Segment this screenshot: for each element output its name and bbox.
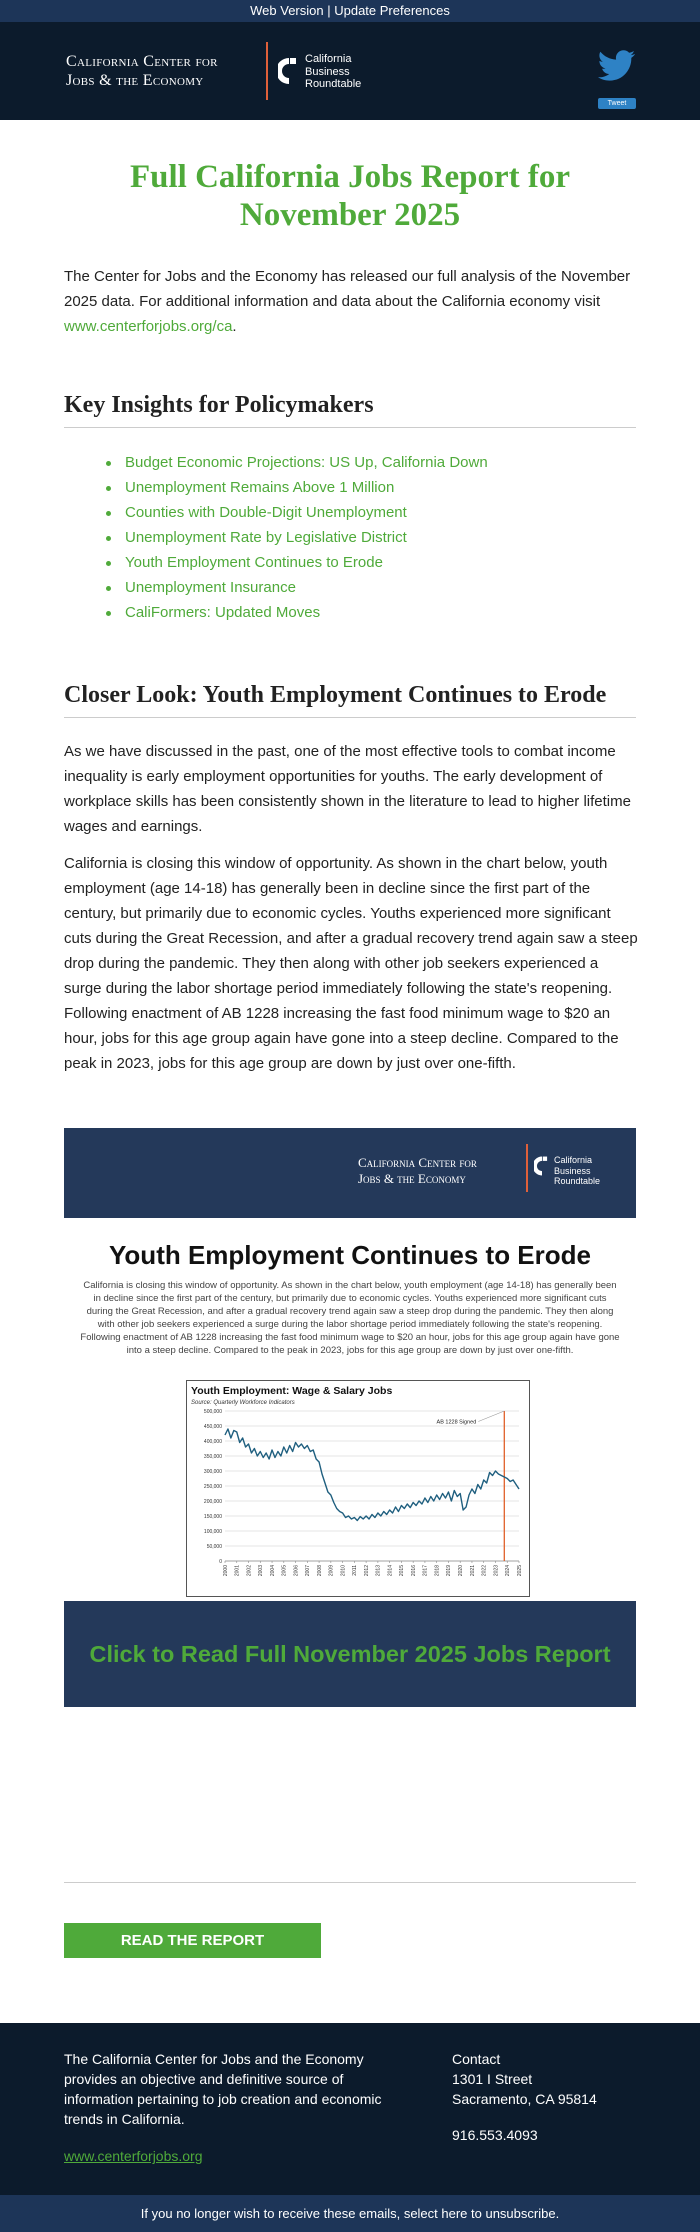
chart-x-tick-label: 2013 xyxy=(375,1565,382,1577)
chart-y-tick-label: 300,000 xyxy=(203,1469,222,1475)
divider xyxy=(64,1882,636,1883)
web-version-link[interactable]: Web Version xyxy=(250,3,324,18)
top-bar-separator: | xyxy=(323,3,335,18)
insight-item-label: Unemployment Remains Above 1 Million xyxy=(125,479,395,496)
ccje-logo[interactable] xyxy=(66,52,218,90)
insight-item[interactable] xyxy=(64,500,636,525)
youth-employment-chart[interactable] xyxy=(186,1380,530,1597)
insight-item[interactable] xyxy=(64,475,636,500)
footer-about: The California Center for Jobs and the Economy provides an objective and definitive source of information pertaining to job creation and economic trends in California. xyxy=(64,2051,382,2127)
cbr-logo-line2: Business xyxy=(305,65,350,78)
tweet-button-label: Tweet xyxy=(607,100,627,107)
ccje-logo-line1: California Center for xyxy=(66,53,218,70)
insight-item-label: Counties with Double-Digit Unemployment xyxy=(125,504,407,521)
chart-y-axis xyxy=(204,1409,222,1565)
chart-x-tick-label: 2002 xyxy=(246,1565,253,1577)
chart-series-group xyxy=(225,1429,519,1521)
chart-y-tick-label: 200,000 xyxy=(203,1499,222,1505)
logo-divider xyxy=(266,42,268,100)
chart-x-tick-label: 2012 xyxy=(363,1565,370,1577)
centerforjobs-ca-link[interactable]: www.centerforjobs.org/ca xyxy=(64,318,233,335)
cbr-logo-line3: Roundtable xyxy=(305,78,362,90)
chart-x-tick-label: 2001 xyxy=(234,1565,241,1577)
footer xyxy=(0,2023,700,2195)
key-insights-list xyxy=(64,450,636,625)
intro-paragraph xyxy=(64,264,638,339)
cbr-mark-icon xyxy=(278,56,300,86)
unsubscribe-link[interactable]: If you no longer wish to receive these emails, select here to unsubscribe. xyxy=(0,2195,700,2232)
closer-look-paragraph-1: As we have discussed in the past, one of the most effective tools to combat income inequality is early employment opportunities for youths. The early development of workplace skills has been consistently shown in the literature to lead to higher lifetime wages and earnings. xyxy=(64,743,631,835)
ab1228-annotation-label: AB 1228 Signed xyxy=(436,1419,477,1426)
chart-x-tick-label: 2009 xyxy=(328,1565,335,1577)
chart-x-tick-label: 2014 xyxy=(387,1565,394,1577)
read-report-button[interactable]: READ THE REPORT xyxy=(64,1923,321,1958)
banner-cbr-line1: California xyxy=(554,1155,593,1165)
banner-cbr-line2: Business xyxy=(554,1165,591,1176)
banner-logo-divider xyxy=(526,1144,528,1192)
chart-x-tick-label: 2007 xyxy=(305,1565,312,1577)
tweet-button[interactable] xyxy=(598,98,636,109)
chart-x-tick-label: 2025 xyxy=(516,1565,523,1577)
insight-item[interactable] xyxy=(64,450,636,475)
footer-contact-label: Contact xyxy=(452,2051,501,2067)
chart-y-tick-label: 100,000 xyxy=(203,1529,222,1535)
insight-item-label: Budget Economic Projections: US Up, California Down xyxy=(125,454,488,471)
insight-item-label: CaliFormers: Updated Moves xyxy=(125,604,321,621)
chart-y-tick-label: 250,000 xyxy=(203,1484,222,1490)
chart-y-tick-label: 400,000 xyxy=(203,1439,222,1445)
chart-y-tick-label: 500,000 xyxy=(203,1409,222,1415)
intro-text: The Center for Jobs and the Economy has released our full analysis of the November 2025 data. For additional information and data about the California economy visit xyxy=(64,268,631,310)
cbr-logo[interactable] xyxy=(278,52,378,92)
chart-x-tick-label: 2024 xyxy=(505,1565,512,1577)
chart-x-tick-label: 2000 xyxy=(222,1565,229,1577)
chart-x-tick-label: 2023 xyxy=(493,1565,500,1577)
banner-ccje-line1: California Center for xyxy=(358,1155,477,1170)
chart-y-tick-label: 0 xyxy=(219,1559,222,1565)
chart-x-tick-label: 2010 xyxy=(340,1565,347,1577)
read-full-report-banner[interactable]: Click to Read Full November 2025 Jobs Report xyxy=(64,1601,636,1707)
email-header xyxy=(0,22,700,120)
footer-phone: 916.553.4093 xyxy=(452,2127,538,2143)
insight-item[interactable] xyxy=(64,525,636,550)
closer-look-paragraph-2: California is closing this window of opportunity. As shown in the chart below, youth employment (age 14-18) has generally been in decline since the first part of the century, but primarily due to economic cycles. Youths experienced more significant cuts during the Great Recession, and after a gradual recovery trend again saw a steep drop during the pandemic. They then along with other job seekers experienced a surge during the labor shortage period immediately following the state's reopening. Following enactment of AB 1228 increasing the fast food minimum wage to $20 an hour, jobs for this age group again have gone into a steep decline. Compared to the peak in 2023, jobs for this age group are down by just over one-fifth. xyxy=(64,855,638,1072)
chart-x-tick-label: 2003 xyxy=(258,1565,265,1577)
insight-item[interactable] xyxy=(64,550,636,575)
ab1228-callout-line xyxy=(478,1411,504,1422)
cbr-logo-line1: California xyxy=(305,53,352,65)
chart-y-tick-label: 450,000 xyxy=(203,1424,222,1430)
chart-x-tick-label: 2005 xyxy=(281,1565,288,1577)
cbr-logo-text xyxy=(305,53,361,91)
chart-x-tick-label: 2017 xyxy=(422,1565,429,1577)
chart-subtitle: Source: Quarterly Workforce Indicators xyxy=(191,1400,295,1406)
chart-x-tick-label: 2008 xyxy=(316,1565,323,1577)
intro-end: . xyxy=(232,318,237,335)
chart-x-tick-label: 2011 xyxy=(352,1565,359,1576)
page-title: Full California Jobs Report for November 2025 xyxy=(130,159,570,233)
chart-svg xyxy=(187,1381,529,1596)
footer-website-link[interactable]: www.centerforjobs.org xyxy=(64,2148,203,2164)
insight-item[interactable] xyxy=(64,600,636,625)
banner-cbr-mark-icon xyxy=(534,1155,550,1177)
chart-x-tick-label: 2019 xyxy=(446,1565,453,1577)
chart-x-tick-label: 2018 xyxy=(434,1565,441,1577)
twitter-share[interactable] xyxy=(598,50,636,112)
insight-item-label: Unemployment Insurance xyxy=(125,579,296,596)
footer-contact xyxy=(452,2049,597,2109)
banner-ccje-logo xyxy=(358,1155,477,1187)
closer-look-heading: Closer Look: Youth Employment Continues to Erode xyxy=(64,682,636,718)
insight-item[interactable] xyxy=(64,575,636,600)
banner-cbr-logo-text xyxy=(554,1155,600,1187)
top-bar xyxy=(0,0,700,22)
chart-x-tick-label: 2020 xyxy=(458,1565,464,1577)
chart-y-tick-label: 150,000 xyxy=(203,1514,222,1520)
infographic-description: California is closing this window of opportunity. As shown in the chart below, youth employment (age 14-18) has generally been in decline since the first part of the century, but primarily due to economic cycles. Youths experienced more significant cuts during the Great Recession, and after a gradual recovery trend again saw a steep drop during the pandemic. They then along with other job seekers experienced a surge during the labor shortage period immediately following the state's reopening. Following enactment of AB 1228 increasing the fast food minimum wage to $20 an hour, jobs for this age group again have gone into a steep decline. Compared to the peak in 2023, jobs for this age group are down by just over one-fifth. xyxy=(80,1280,620,1356)
ccje-logo-line2: Jobs & the Economy xyxy=(66,72,204,89)
chart-x-axis xyxy=(223,1561,523,1576)
banner-cbr-line3: Roundtable xyxy=(554,1176,601,1186)
chart-x-tick-label: 2004 xyxy=(269,1565,276,1577)
chart-x-tick-label: 2016 xyxy=(410,1565,417,1577)
chart-x-tick-label: 2015 xyxy=(399,1565,406,1577)
infographic-title: Youth Employment Continues to Erode xyxy=(109,1240,591,1270)
chart-grid xyxy=(225,1411,519,1561)
chart-x-tick-label: 2021 xyxy=(469,1565,476,1577)
insight-item-label: Unemployment Rate by Legislative District xyxy=(125,529,407,546)
banner-ccje-line2: Jobs & the Economy xyxy=(358,1171,466,1186)
chart-series-line xyxy=(225,1429,519,1521)
chart-x-tick-label: 2006 xyxy=(293,1565,300,1577)
insight-item-label: Youth Employment Continues to Erode xyxy=(125,554,383,571)
chart-x-tick-label: 2022 xyxy=(481,1565,488,1577)
chart-y-tick-label: 50,000 xyxy=(206,1544,222,1550)
update-preferences-link[interactable]: Update Preferences xyxy=(334,3,450,18)
footer-address-line2: Sacramento, CA 95814 xyxy=(452,2091,597,2107)
twitter-bird-icon xyxy=(598,50,636,84)
chart-y-tick-label: 350,000 xyxy=(203,1454,222,1460)
infographic-banner[interactable] xyxy=(64,1128,636,1218)
chart-title: Youth Employment: Wage & Salary Jobs xyxy=(191,1385,393,1397)
key-insights-heading: Key Insights for Policymakers xyxy=(64,392,636,428)
footer-address-line1: 1301 I Street xyxy=(452,2071,533,2087)
